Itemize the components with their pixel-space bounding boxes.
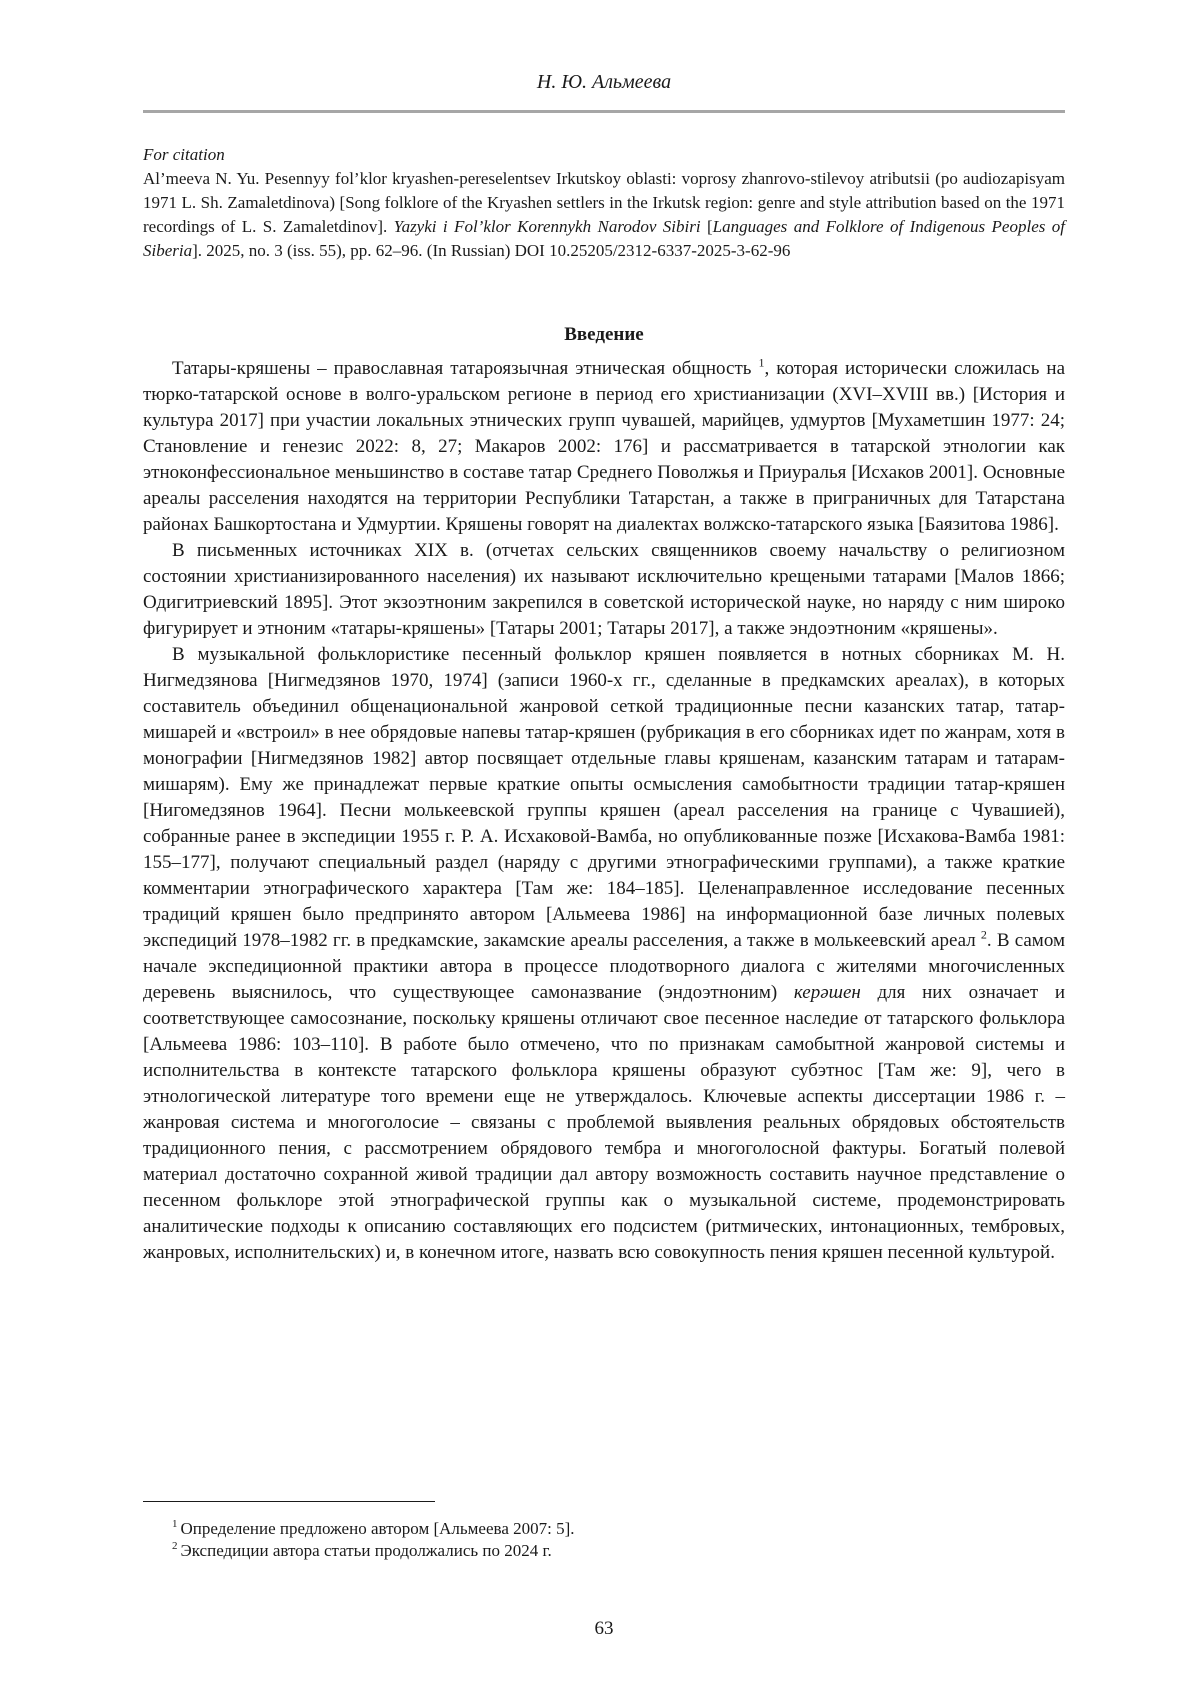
paragraph-3 bbox=[143, 642, 1065, 1266]
citation-journal-english: Languages and Folklore of Indigenous Peoples of Siberia bbox=[143, 217, 1066, 260]
citation-text bbox=[143, 167, 1065, 263]
citation-bracket-open: [ bbox=[700, 217, 713, 236]
running-head: Н. Ю. Альмеева bbox=[536, 71, 672, 93]
citation-journal-translit: Yazyki i Fol’klor Korennykh Narodov Sibiri bbox=[393, 217, 701, 236]
footnote-ref-2[interactable]: 2 bbox=[980, 927, 987, 942]
paragraph-3-text-b: . В самом начале экспедиционной практики автора в процессе плодотворного диалога с жителями многочисленных деревень выяснилось, что существующее самоназвание (эндоэтноним) bbox=[143, 930, 1065, 1003]
section-heading: Введение bbox=[564, 324, 644, 345]
paragraph-3-text-a: В музыкальной фольклористике песенный фольклор кряшен появляется в нотных сборниках М. Н. Нигмедзянова [Нигмедзянов 1970, 1974] (записи 1960-х гг., сделанные в предкамских ареалах), в которых составитель объединил общенациональной жанровой сеткой традиционные песни казанских татар, татар-мишарей и «встроил» в нее обрядовые напевы татар-кряшен (рубрикация в его сборниках идет по жанрам, хотя в монографии [Нигмедзянов 1982] автор посвящает отдельные главы кряшенам, казанским татарам и татарам-мишарям). Ему же принадлежат первые краткие опыты осмысления самобытности традиции татар-кряшен [Нигомедзянов 1964]. Песни молькеевской группы кряшен (ареал расселения на границе с Чувашией), собранные ранее в экспедиции 1955 г. Р. А. Исхаковой-Вамба, но опубликованные позже [Исхакова-Вамба 1981: 155–177], получают специальный раздел (наряду с другими этнографическими группами), а также краткие комментарии этнографического характера [Там же: 184–185]. Целенаправленное исследование песенных традиций кряшен было предпринято автором [Альмеева 1986] на информационной базе личных полевых экспедиций 1978–1982 гг. в предкамские, закамские ареалы расселения, а также в молькеевский ареал bbox=[143, 644, 1065, 951]
paragraph-3-term: керәшен bbox=[793, 982, 861, 1003]
paragraph-1 bbox=[143, 356, 1065, 538]
citation-title: Pesennyy fol’klor kryashen-pereselentsev Irkutskoy oblasti: voprosy zhanrovo-stilevoy atributsii (po audiozapisyam 1971 L. Sh. Zamaletdinova) [Song folklore of the Kryashen settlers in the Irkutsk region: genre and style attribution based on the 1971 recordings of L. S. Zamaletdinov]. bbox=[143, 169, 1065, 236]
footnote-2 bbox=[143, 1540, 1065, 1562]
paragraph-2: В письменных источниках XIX в. (отчетах сельских священников своему начальству о религиозном состоянии христианизированного населения) их называют исключительно крещеными татарами [Малов 1866; Одигитриевский 1895]. Этот экзоэтноним закрепился в советской исторической науке, но наряду с ним широко фигурирует и этноним «татары-кряшены» [Татары 2001; Татары 2017], а также эндоэтноним «кряшены». bbox=[143, 540, 1065, 639]
header-rule bbox=[143, 110, 1065, 113]
citation-block bbox=[143, 143, 1065, 263]
paragraph-3-text-c: для них означает и соответствующее самосознание, поскольку кряшены отличают свое песенное наследие от татарского фольклора [Альмеева 1986: 103–110]. В работе было отмечено, что по признакам самобытной жанровой системы и исполнительства в контексте татарского фольклора кряшены образуют субэтнос [Там же: 9], чего в этнологической литературе того времени еще не утверждалось. Ключевые аспекты диссертации 1986 г. – жанровая система и многоголосие – связаны с проблемой выявления реальных обрядовых обстоятельств традиционного пения, с рассмотрением обрядового тембра и многоголосной фактуры. Богатый полевой материал достаточно сохранной живой традиции дал автору возможность составить научное представление о песенном фольклоре этой этнографической группы как о музыкальной системе, продемонстрировать аналитические подходы к описанию составляющих его подсистем (ритмических, интонационных, тембровых, жанровых, исполнительских) и, в конечном итоге, назвать всю совокупность пения кряшен песенной культурой. bbox=[143, 982, 1066, 1263]
footnote-2-text: Экспедиции автора статьи продолжались по 2024 г. bbox=[180, 1541, 552, 1560]
paragraph-1-text-a: Татары-кряшены – православная татароязычная этническая общность bbox=[172, 358, 759, 379]
citation-label: For citation bbox=[143, 145, 225, 164]
citation-tail: ]. 2025, no. 3 (iss. 55), pp. 62–96. (In Russian) DOI 10.25205/2312-6337-2025-3-62-96 bbox=[192, 241, 791, 260]
footnote-rule bbox=[143, 1501, 435, 1502]
footnote-1 bbox=[143, 1518, 1065, 1540]
footnote-ref-1[interactable]: 1 bbox=[758, 355, 765, 370]
footnotes bbox=[143, 1518, 1065, 1562]
footnote-1-number: 1 bbox=[172, 1518, 178, 1531]
footnote-1-text: Определение предложено автором [Альмеева 2007: 5]. bbox=[180, 1519, 575, 1538]
main-text bbox=[143, 356, 1065, 1266]
footnote-2-number: 2 bbox=[172, 1540, 178, 1553]
page-number: 63 bbox=[594, 1618, 614, 1639]
citation-body bbox=[143, 167, 1065, 263]
paragraph-1-text-b: , которая исторически сложилась на тюрко-татарской основе в волго-уральском регионе в период его христианизации (XVI–XVIII вв.) [История и культура 2017] при участии локальных этнических групп чувашей, марийцев, удмуртов [Мухаметшин 1977: 24; Становление и генезис 2022: 8, 27; Макаров 2002: 176] и рассматривается в татарской этнологии как этноконфессиональное меньшинство в составе татар Среднего Поволжья и Приуралья [Исхаков 2001]. Основные ареалы расселения находятся на территории Республики Татарстан, а также в приграничных для Татарстана районах Башкортостана и Удмуртии. Кряшены говорят на диалектах волжско-татарского языка [Баязитова 1986]. bbox=[143, 358, 1065, 535]
citation-author: Al’meeva N. Yu. bbox=[143, 169, 260, 188]
